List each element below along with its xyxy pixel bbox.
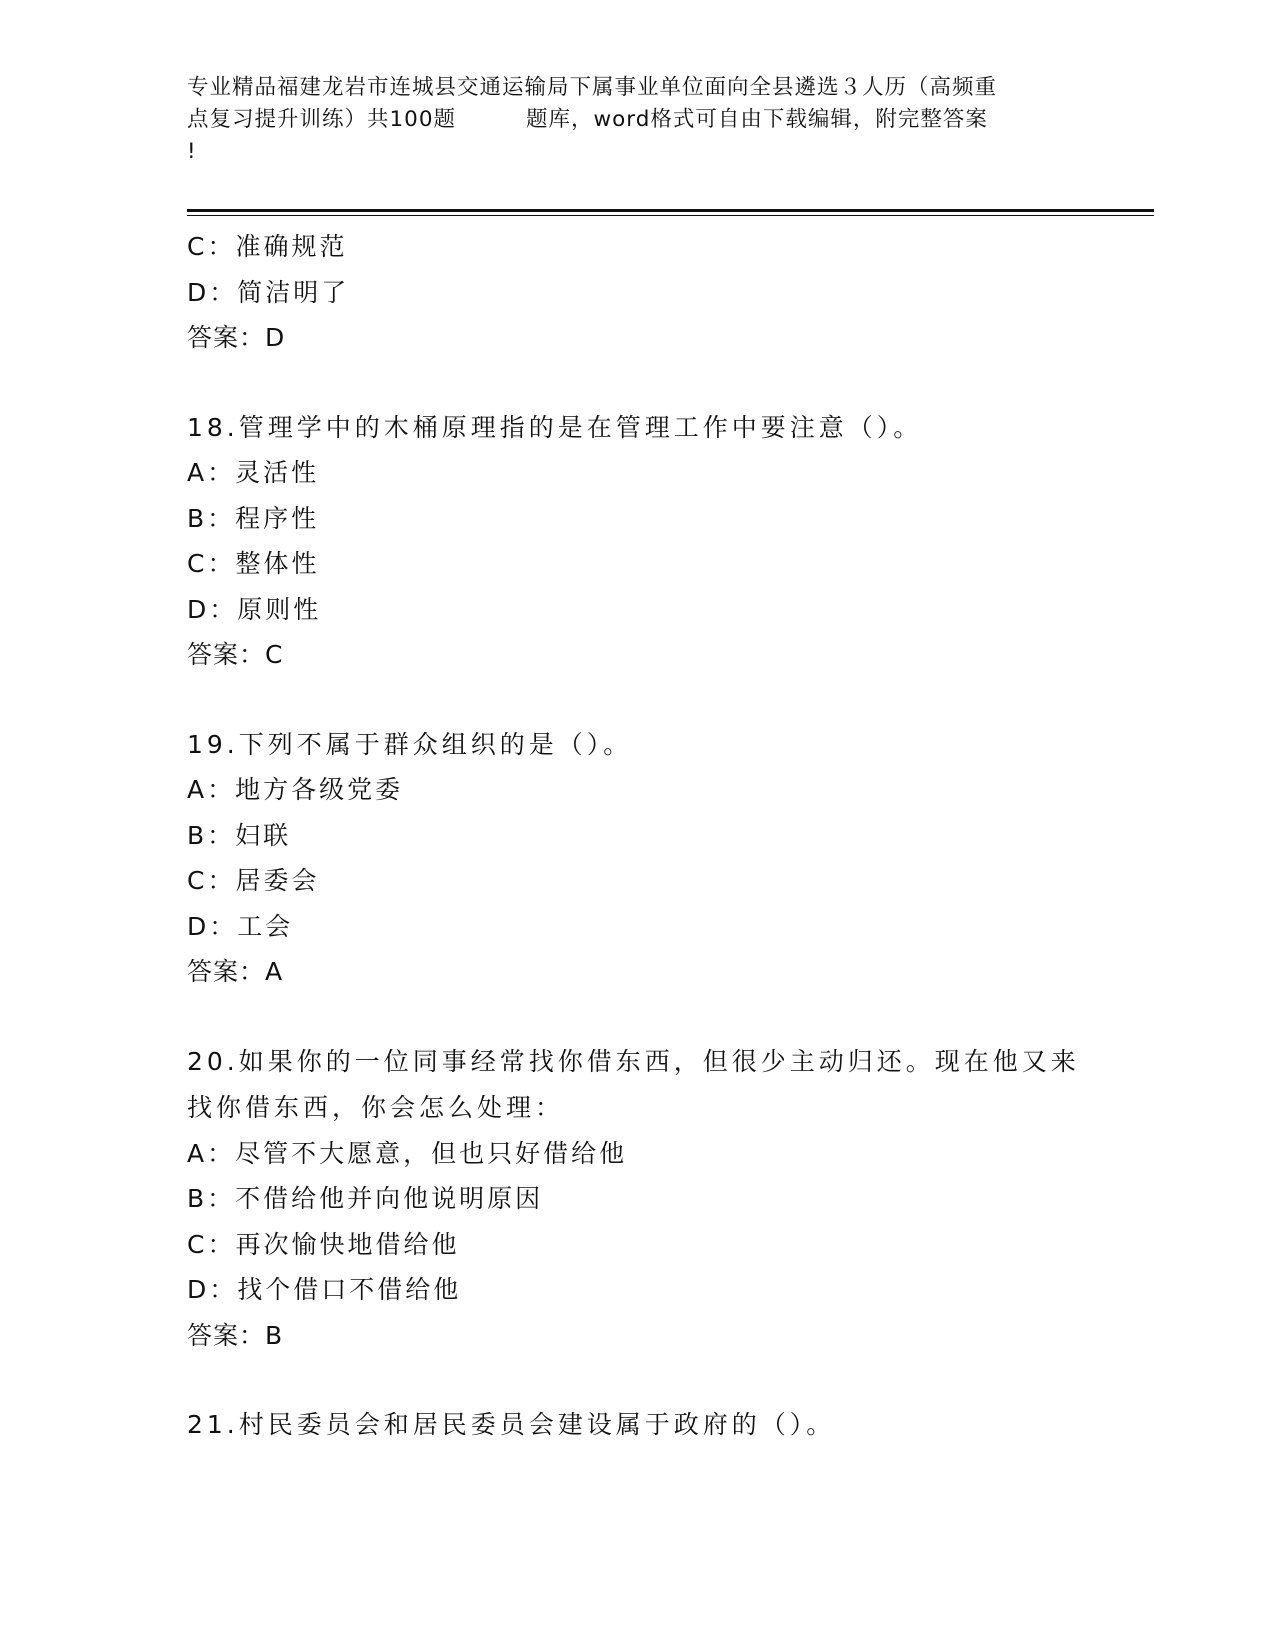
header-divider-thick — [187, 209, 1154, 212]
answer-line: 答案：C — [187, 640, 284, 669]
answer-line: 答案：B — [187, 1320, 284, 1350]
document-header — [187, 72, 1087, 168]
header-divider-thin — [187, 215, 1154, 216]
option-d: D：简洁明了 — [187, 277, 350, 307]
option-c: C：整体性 — [187, 549, 320, 578]
option-c: C：准确规范 — [187, 232, 348, 261]
question-block-prev — [187, 224, 1147, 361]
option-b: B：不借给他并向他说明原因 — [187, 1184, 544, 1213]
option-d: D：原则性 — [187, 594, 322, 624]
question-block-19 — [187, 722, 1147, 995]
option-a: A：地方各级党委 — [187, 775, 404, 804]
option-c: C：再次愉快地借给他 — [187, 1229, 460, 1259]
question-block-18 — [187, 405, 1147, 678]
option-b: B：妇联 — [187, 820, 292, 850]
question-text: 18.管理学中的木桶原理指的是在管理工作中要注意（）。 — [187, 412, 923, 442]
question-list — [187, 224, 1147, 1448]
header-line-2-start: 点复习提升训练）共100题 — [187, 107, 457, 132]
header-line-2 — [187, 104, 1087, 136]
header-line-1: 专业精品福建龙岩市连城县交通运输局下属事业单位面向全县遴选３人历（高频重 — [187, 75, 998, 100]
answer-line: 答案：A — [187, 957, 284, 986]
question-text-line-1: 20.如果你的一位同事经常找你借东西，但很少主动归还。现在他又来 — [187, 1046, 1080, 1076]
question-block-20 — [187, 1039, 1147, 1359]
option-d: D：找个借口不借给他 — [187, 1275, 462, 1304]
option-c: C：居委会 — [187, 866, 320, 895]
header-line-3: ! — [187, 139, 197, 164]
question-text-line-2: 找你借东西，你会怎么处理： — [187, 1092, 565, 1122]
option-a: A：尽管不大愿意，但也只好借给他 — [187, 1138, 628, 1168]
question-block-21 — [187, 1402, 1147, 1448]
answer-line: 答案：D — [187, 323, 286, 352]
question-text: 19.下列不属于群众组织的是（）。 — [187, 729, 633, 759]
option-b: B：程序性 — [187, 503, 320, 533]
option-a: A：灵活性 — [187, 458, 320, 487]
header-line-2-end: 题库，word格式可自由下载编辑，附完整答案 — [526, 107, 988, 132]
question-text: 21.村民委员会和居民委员会建设属于政府的（）。 — [187, 1410, 836, 1439]
option-d: D：工会 — [187, 911, 294, 941]
